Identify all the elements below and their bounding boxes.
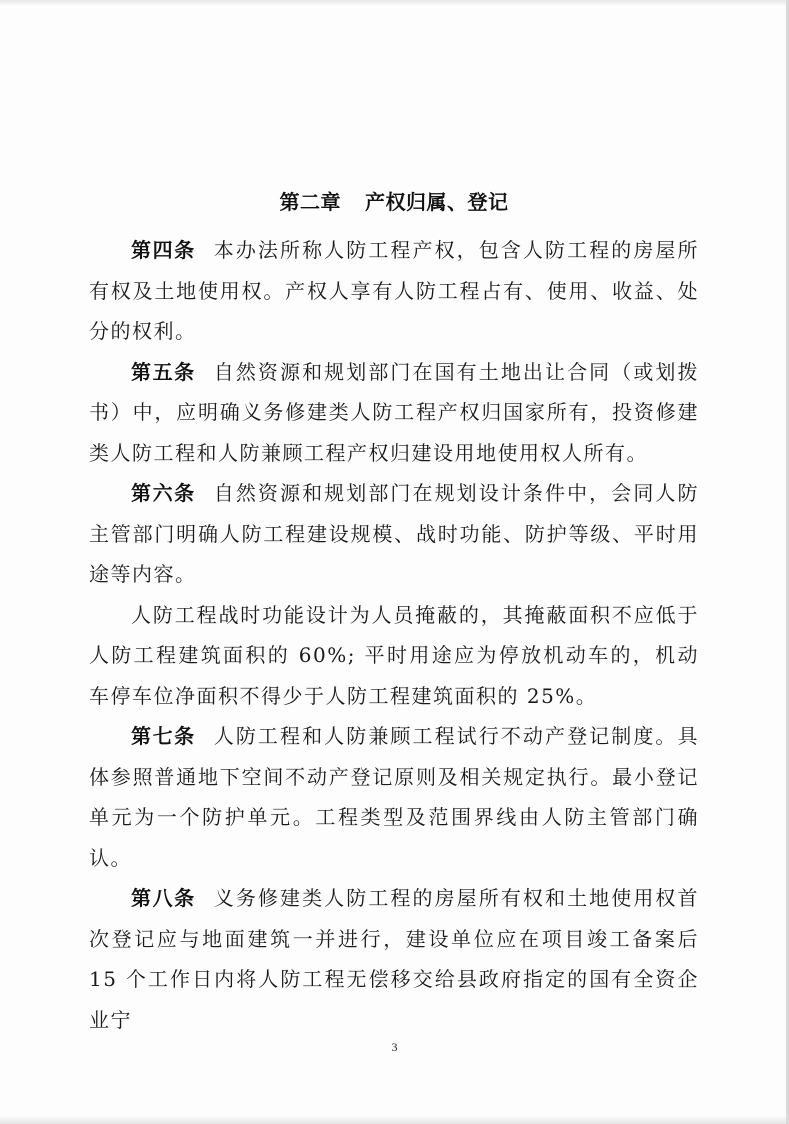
article-text: 义务修建类人防工程的房屋所有权和土地使用权首次登记应与地面建筑一并进行，建设单位应在项目竣工备案后 15 个工作日内将人防工程无偿移交给县政府指定的国有全资企业宁 — [89, 886, 699, 1032]
page-content — [89, 182, 699, 1040]
article-label: 第八条 — [131, 886, 196, 910]
article-label: 第五条 — [131, 359, 196, 384]
article-text: 本办法所称人防工程产权，包含人防工程的房屋所有权及土地使用权。产权人享有人防工程占有、使用、收益、处分的权利。 — [89, 238, 699, 343]
article-5-paragraph — [89, 352, 699, 474]
chapter-heading — [89, 182, 699, 222]
paragraph-text: 人防工程战时功能设计为人员掩蔽的，其掩蔽面积不应低于人防工程建筑面积的 60%; 平时用途应为停放机动车的，机动车停车位净面积不得少于人防工程建筑面积的 25%。 — [89, 602, 699, 708]
article-label: 第四条 — [131, 238, 196, 262]
article-text: 人防工程和人防兼顾工程试行不动产登记制度。具体参照普通地下空间不动产登记原则及相关规定执行。最小登记单元为一个防护单元。工程类型及范围界线由人防主管部门确认。 — [89, 724, 699, 870]
page-number: 3 — [391, 1040, 398, 1054]
article-label: 第七条 — [131, 724, 196, 748]
article-6-continuation-paragraph — [89, 595, 699, 717]
article-4-paragraph — [89, 230, 699, 352]
article-8-paragraph — [89, 878, 699, 1040]
chapter-number: 第二章 — [279, 190, 341, 214]
article-text: 自然资源和规划部门在国有土地出让合同（或划拨书）中，应明确义务修建类人防工程产权归国家所有，投资修建类人防工程和人防兼顾工程产权归建设用地使用权人所有。 — [89, 359, 699, 465]
article-label: 第六条 — [131, 481, 196, 505]
article-6-paragraph — [89, 473, 699, 595]
article-text: 自然资源和规划部门在规划设计条件中，会同人防主管部门明确人防工程建设规模、战时功能、防护等级、平时用途等内容。 — [89, 481, 699, 586]
page-top-edge — [0, 0, 789, 6]
chapter-title: 产权归属、登记 — [365, 190, 509, 214]
article-7-paragraph — [89, 716, 699, 878]
page-bottom-edge — [0, 1116, 789, 1124]
